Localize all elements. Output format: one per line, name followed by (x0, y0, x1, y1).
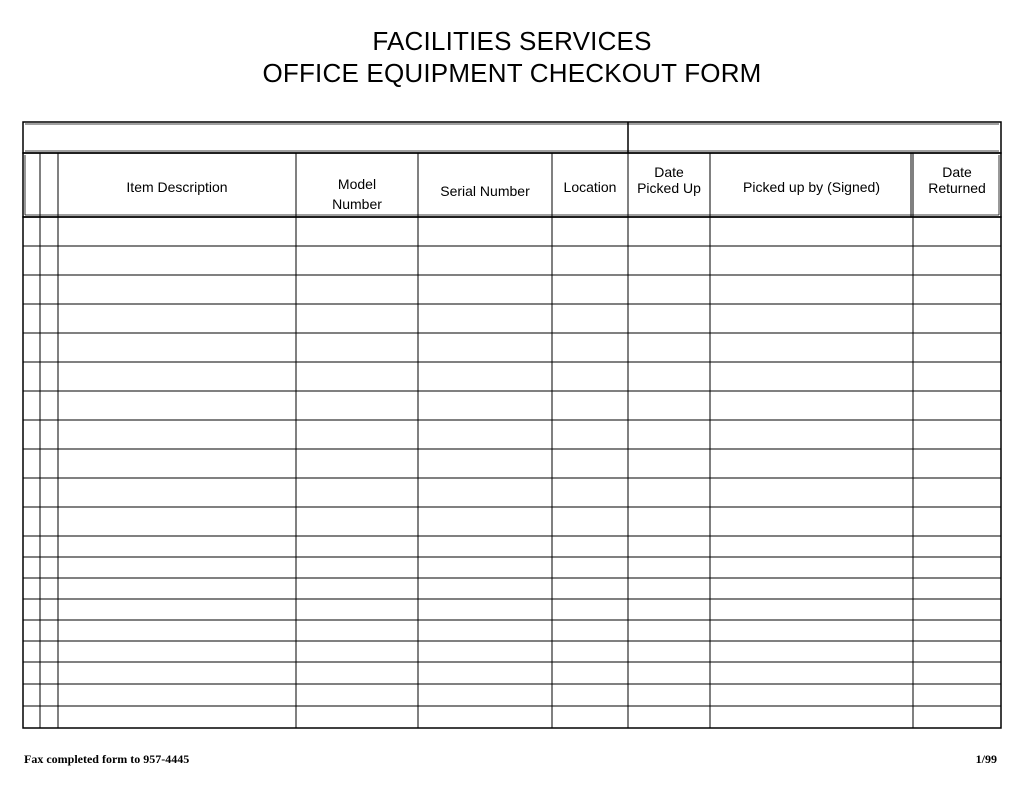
column-header-model-number-line1: Model (337, 176, 377, 192)
column-header-date-returned-line2: Returned (928, 180, 986, 196)
table-body-box (23, 217, 1001, 728)
fax-instructions: Fax completed form to 957-4445 (24, 752, 190, 766)
column-header-item-description: Item Description (126, 179, 228, 195)
table-rows (23, 246, 1001, 706)
form-revision-code: 1/99 (975, 752, 997, 766)
column-header-location: Location (563, 179, 617, 195)
column-header-date-picked-up-line1: Date (654, 164, 684, 180)
column-header-model-number-line2: Number (332, 196, 382, 212)
column-header-date-picked-up-line2: Picked Up (637, 180, 701, 196)
column-dividers (40, 153, 913, 728)
column-header-picked-up-by: Picked up by (Signed) (743, 179, 880, 195)
column-header-serial-number: Serial Number (440, 183, 530, 199)
column-header-date-returned-line1: Date (942, 164, 972, 180)
form-subtitle: OFFICE EQUIPMENT CHECKOUT FORM (262, 58, 762, 88)
form-title: FACILITIES SERVICES (372, 26, 652, 56)
form-banner-box (23, 122, 1001, 153)
